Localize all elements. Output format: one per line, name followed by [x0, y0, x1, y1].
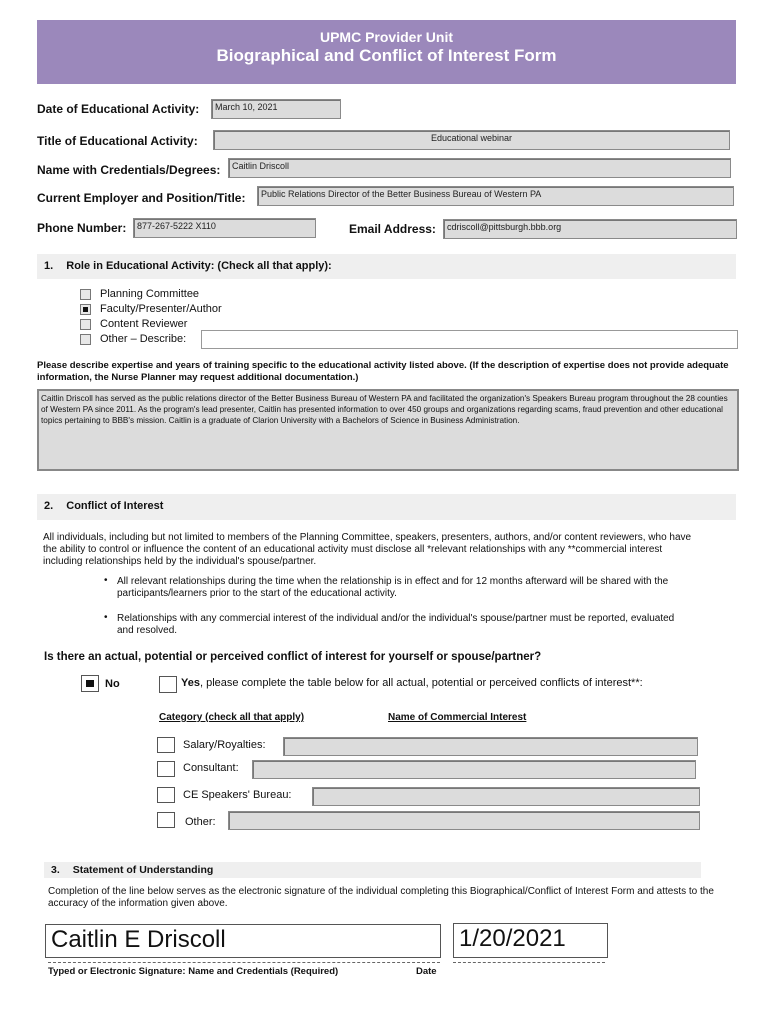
phone-label: Phone Number:	[37, 221, 127, 235]
category-salary-field[interactable]	[283, 737, 698, 756]
role-faculty-label: Faculty/Presenter/Author	[100, 303, 222, 315]
form-subtitle: UPMC Provider Unit	[319, 29, 453, 45]
coi-bullet-2: Relationships with any commercial interest of the individual and/or the individual's spouse/partner must be reported, evaluated and resolved.	[117, 613, 675, 636]
form-header-banner	[37, 20, 736, 84]
coi-no-checkbox[interactable]	[81, 675, 99, 692]
coi-yes-bold: Yes	[181, 677, 200, 689]
coi-yes-checkbox[interactable]	[159, 676, 177, 693]
section-3-number: 3.	[51, 864, 60, 876]
email-field[interactable]: cdriscoll@pittsburgh.bbb.org	[443, 219, 737, 239]
category-speakers-label: CE Speakers' Bureau:	[183, 789, 292, 801]
interest-header: Name of Commercial Interest	[388, 712, 527, 723]
expertise-prompt: Please describe expertise and years of training specific to the educational activity listed above. (If the description of expertise does not provide adequate information, the Nurse Planner may request additional documentation.)	[37, 360, 729, 383]
signature-date-field[interactable]: 1/20/2021	[453, 923, 608, 958]
category-consultant-field[interactable]	[252, 760, 696, 779]
role-other-checkbox[interactable]	[80, 334, 91, 345]
email-label: Email Address:	[349, 222, 436, 236]
coi-yes-rest: , please complete the table below for all actual, potential or perceived conflicts of interest**:	[199, 677, 643, 689]
name-label: Name with Credentials/Degrees:	[37, 163, 221, 177]
section-3-title: Statement of Understanding	[72, 864, 214, 876]
employer-field[interactable]: Public Relations Director of the Better Business Bureau of Western PA	[257, 186, 734, 206]
bullet-dot: •	[104, 612, 108, 623]
role-reviewer-checkbox[interactable]	[80, 319, 91, 330]
category-other-checkbox[interactable]	[157, 812, 175, 828]
category-speakers-field[interactable]	[312, 787, 700, 806]
coi-bullet-1: All relevant relationships during the time when the relationship is in effect and for 12 months afterward will be shared with the participants/learners prior to the start of the educational activity.	[117, 576, 669, 599]
role-faculty-checkbox[interactable]	[80, 304, 91, 315]
category-salary-label: Salary/Royalties:	[183, 739, 266, 751]
coi-yes-text	[181, 677, 643, 689]
form-title: Biographical and Conflict of Interest Form	[216, 46, 557, 65]
section-1-number: 1.	[44, 260, 54, 272]
signature-underline	[48, 962, 440, 963]
employer-label: Current Employer and Position/Title:	[37, 191, 246, 205]
phone-field[interactable]: 877-267-5222 X110	[133, 218, 316, 238]
section-1-header	[37, 254, 736, 279]
category-other-label: Other:	[185, 816, 216, 828]
coi-question: Is there an actual, potential or perceived conflict of interest for yourself or spouse/partner?	[44, 651, 542, 663]
category-consultant-checkbox[interactable]	[157, 761, 175, 777]
section-2-header	[37, 494, 736, 520]
title-label: Title of Educational Activity:	[37, 134, 198, 148]
role-other-describe-field[interactable]	[201, 330, 738, 349]
role-planning-checkbox[interactable]	[80, 289, 91, 300]
role-planning-label: Planning Committee	[100, 288, 200, 300]
signature-caption: Typed or Electronic Signature: Name and Credentials (Required)	[48, 966, 339, 977]
category-speakers-checkbox[interactable]	[157, 787, 175, 803]
coi-no-label: No	[105, 678, 120, 690]
title-field[interactable]: Educational webinar	[213, 130, 730, 150]
date-caption: Date	[416, 966, 437, 977]
date-underline	[453, 962, 605, 963]
date-field[interactable]: March 10, 2021	[211, 99, 341, 119]
category-header: Category (check all that apply)	[159, 712, 305, 723]
category-consultant-label: Consultant:	[183, 762, 239, 774]
category-other-field[interactable]	[228, 811, 700, 830]
signature-field[interactable]: Caitlin E Driscoll	[45, 924, 441, 958]
section-2-number: 2.	[44, 500, 54, 512]
section-3-header	[44, 862, 701, 878]
section-1-title: Role in Educational Activity: (Check all that apply):	[66, 260, 332, 272]
coi-intro: All individuals, including but not limited to members of the Planning Committee, speakers, presenters, authors, and/or content reviewers, who have the ability to control or influence the content of an educational activity must disclose all *relevant relationships with any **commercial interest including relationships held by the individual's spouse/partner.	[43, 532, 692, 567]
bullet-dot: •	[104, 575, 108, 586]
statement-text: Completion of the line below serves as the electronic signature of the individual completing this Biographical/Conflict of Interest Form and attests to the accuracy of the information given above.	[48, 886, 714, 909]
category-salary-checkbox[interactable]	[157, 737, 175, 753]
role-other-label: Other – Describe:	[100, 333, 187, 345]
name-field[interactable]: Caitlin Driscoll	[228, 158, 731, 178]
section-2-title: Conflict of Interest	[66, 500, 164, 512]
role-reviewer-label: Content Reviewer	[100, 318, 188, 330]
expertise-text-field[interactable]: Caitlin Driscoll has served as the public relations director of the Better Business Bureau of Western PA and facilitated the organization's Speakers Bureau program throughout the 28 counties of Western PA since 2011. As the program's lead presenter, Caitlin has presented information to over 450 groups and organizations regarding scams, fraud prevention and other educational topics pertaining to BBB's mission. Caitlin is a graduate of Clarion University with a Bachelors of Science in Business Administration.	[37, 389, 739, 471]
date-label: Date of Educational Activity:	[37, 102, 200, 116]
